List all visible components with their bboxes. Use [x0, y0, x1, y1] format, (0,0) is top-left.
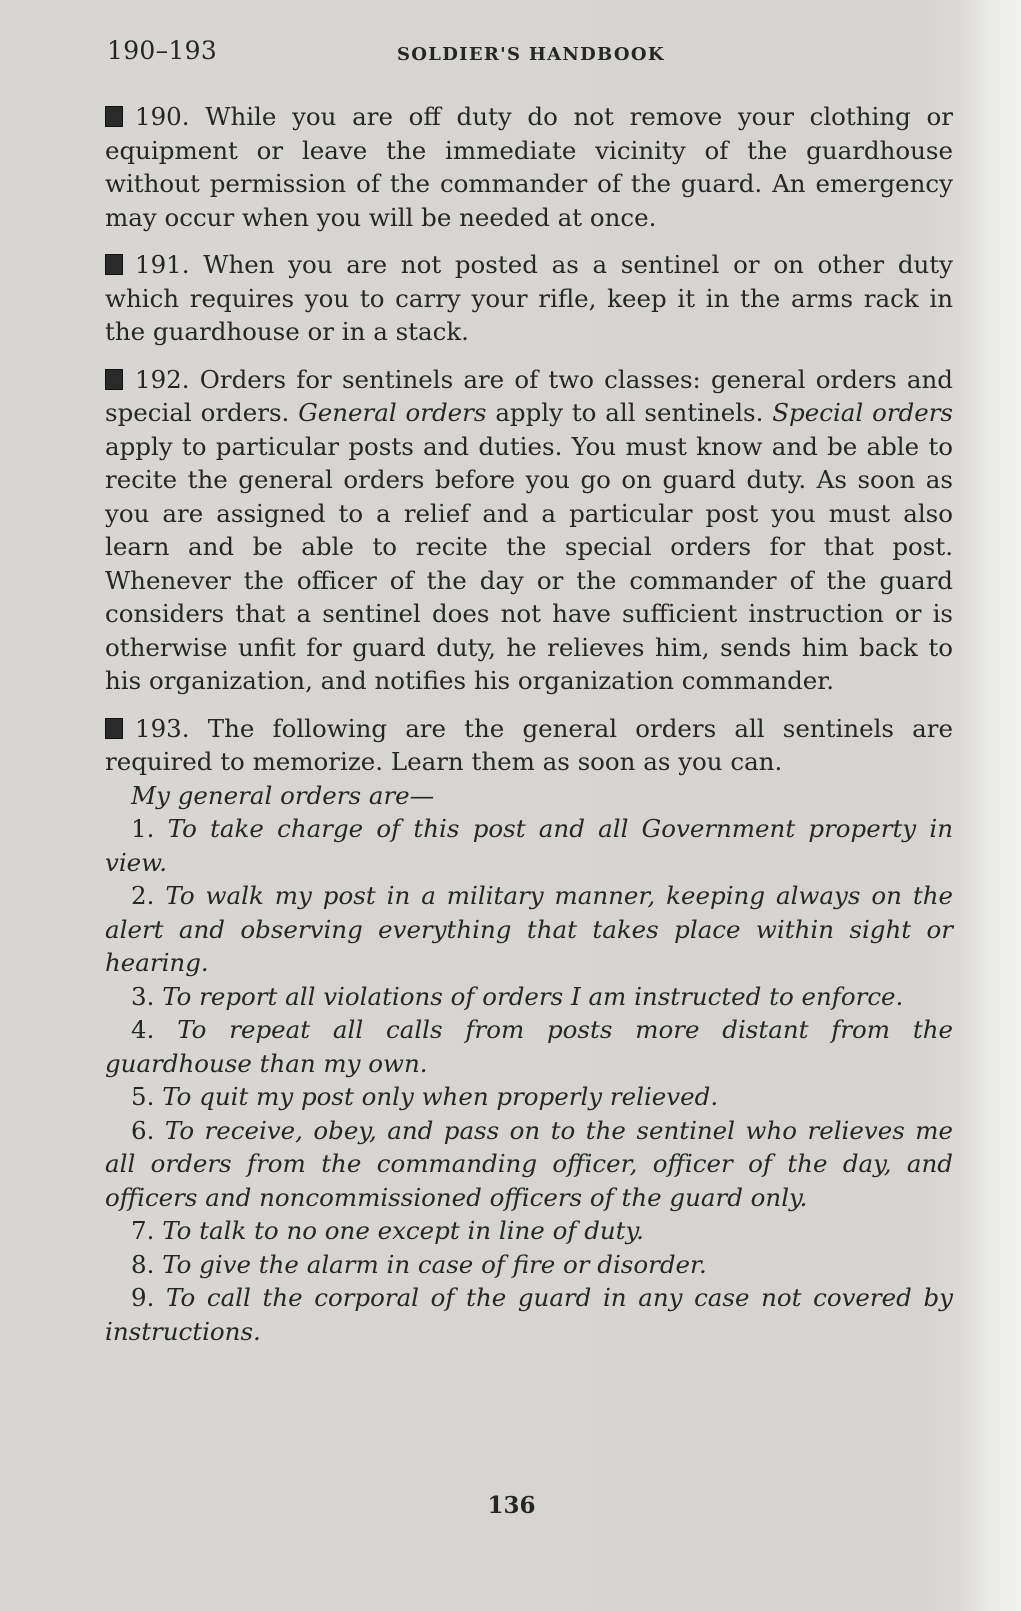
term-general-orders: General orders	[298, 398, 487, 427]
paragraph-number: 191.	[135, 250, 190, 279]
page-range: 190–193	[107, 36, 218, 65]
general-order-3	[105, 980, 953, 1014]
book-title: SOLDIER'S HANDBOOK	[397, 44, 665, 65]
general-order-8	[105, 1248, 953, 1282]
general-order-6	[105, 1114, 953, 1215]
section-mark-icon	[105, 369, 123, 390]
order-number: 3.	[131, 981, 155, 1011]
general-order-2	[105, 879, 953, 980]
order-number: 1.	[131, 814, 155, 843]
order-number: 8.	[131, 1249, 155, 1279]
page-number-text: 136	[487, 1492, 536, 1519]
paragraph-text: The following are the general orders all sentinels are required to memorize. Learn them as soon as you can.	[105, 713, 953, 776]
paragraph-text: apply to particular posts and duties. You must know and be able to recite the general orders before you go on guard duty. As soon as you are assigned to a relief and a particular post you must also learn and be able to recite the special orders for that post. Whenever the officer of the day or the commander of the guard considers that a sentinel does not have sufficient instruction or is otherwise unfit for guard duty, he relieves him, sends him back to his organization, and notifies his organization commander.	[105, 431, 953, 695]
paragraph-190	[105, 100, 953, 234]
order-text: To walk my post in a military manner, keeping always on the alert and observing everything that takes place within sight or hearing.	[105, 881, 954, 977]
general-order-5	[105, 1080, 953, 1114]
paragraph-text: While you are off duty do not remove your clothing or equipment or leave the immediate vicinity of the guardhouse without permission of the commander of the guard. An emergency may occur when you will be needed at once.	[105, 102, 953, 232]
paragraph-text: Orders for sentinels are of two classes: general orders and special orders.	[105, 364, 953, 427]
order-text: To repeat all calls from posts more distant from the guardhouse than my own.	[105, 1015, 953, 1078]
order-text: To receive, obey, and pass on to the sentinel who relieves me all orders from the commanding officer, officer of the day, and officers and noncommissioned officers of the guard only.	[105, 1115, 953, 1212]
paragraph-number: 193.	[135, 713, 190, 743]
general-order-4	[105, 1013, 953, 1080]
order-text: To quit my post only when properly relieved.	[162, 1082, 719, 1111]
paragraph-192	[105, 363, 953, 698]
paragraph-193	[105, 712, 953, 779]
paragraph-number: 192.	[135, 364, 190, 394]
paragraph-text: apply to all sentinels.	[495, 398, 764, 427]
page-number	[0, 1492, 1021, 1519]
order-number: 7.	[131, 1216, 155, 1245]
order-text: To give the alarm in case of fire or disorder.	[162, 1249, 707, 1279]
general-order-1	[105, 812, 953, 879]
order-text: To call the corporal of the guard in any case not covered by instructions.	[105, 1283, 953, 1346]
paragraph-191	[105, 248, 953, 349]
order-text: To talk to no one except in line of duty.	[162, 1216, 644, 1245]
general-order-9	[105, 1281, 953, 1348]
general-orders-intro: My general orders are—	[131, 780, 435, 810]
order-number: 9.	[131, 1283, 155, 1312]
order-number: 6.	[131, 1115, 155, 1145]
order-text: To report all violations of orders I am instructed to enforce.	[162, 981, 904, 1011]
order-text: To take charge of this post and all Government property in view.	[105, 814, 953, 877]
paragraph-text: When you are not posted as a sentinel or on other duty which requires you to carry your rifle, keep it in the arms rack in the guardhouse or in a stack.	[105, 250, 953, 346]
paragraph-number: 190.	[135, 102, 190, 131]
term-special-orders: Special orders	[772, 398, 954, 427]
order-number: 5.	[131, 1082, 155, 1111]
body-text	[105, 100, 953, 1348]
order-number: 4.	[131, 1015, 155, 1044]
running-head	[107, 36, 943, 72]
section-mark-icon	[105, 106, 123, 127]
order-number: 2.	[131, 881, 155, 910]
section-mark-icon	[105, 254, 123, 275]
general-order-7	[105, 1214, 953, 1248]
section-mark-icon	[105, 718, 123, 739]
